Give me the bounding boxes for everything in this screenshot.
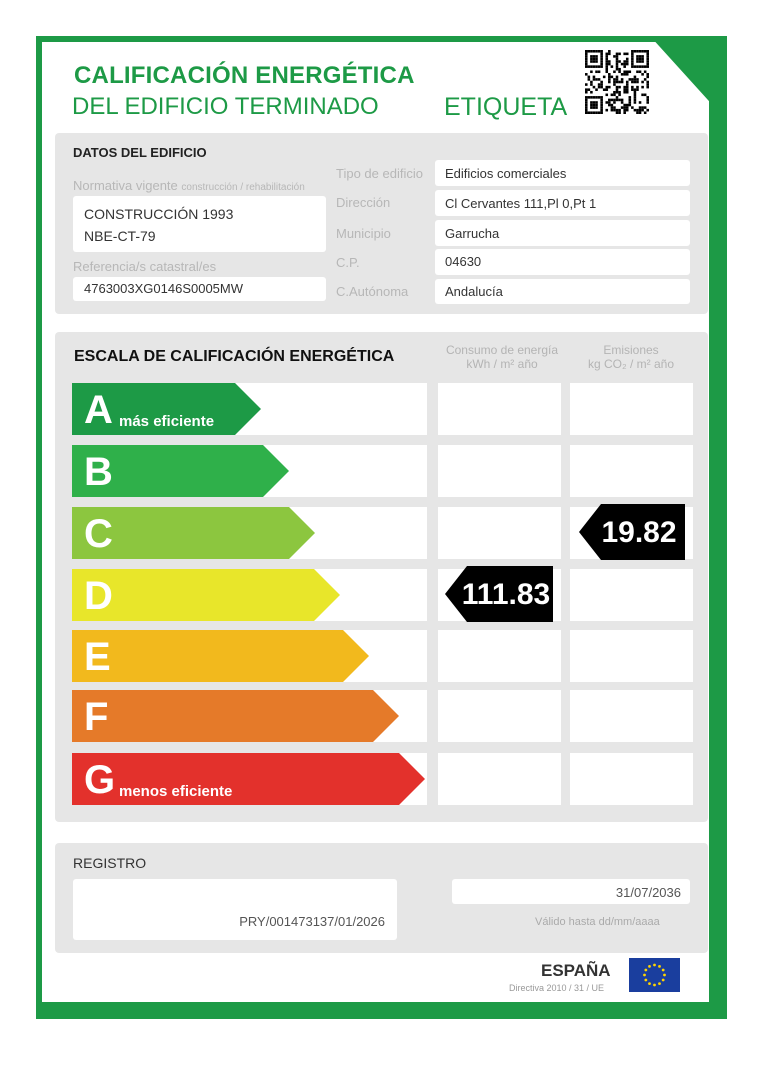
normativa-sublabel: construcción / rehabilitación <box>181 182 305 193</box>
valid-date-label: Válido hasta dd/mm/aaaa <box>535 916 660 928</box>
field-value-municipio: Garrucha <box>445 226 500 241</box>
emisiones-header-line-1: Emisiones <box>603 343 659 357</box>
title-etiqueta: ETIQUETA <box>444 93 568 121</box>
valid-date: 31/07/2036 <box>615 885 681 900</box>
valid-date-box <box>452 879 690 904</box>
emisiones-cell-f <box>570 690 693 742</box>
rating-letter-e: E <box>84 635 111 679</box>
rating-note-g: menos eficiente <box>119 783 233 800</box>
rating-letter-d: D <box>84 574 113 618</box>
rating-arrow-d <box>72 569 432 621</box>
rating-arrow-e <box>72 630 432 682</box>
title-line-2: DEL EDIFICIO TERMINADO <box>72 93 379 120</box>
country-label: ESPAÑA <box>541 961 611 980</box>
consumo-cell-c <box>438 507 561 559</box>
building-data-title: DATOS DEL EDIFICIO <box>73 145 207 160</box>
field-value-cp: 04630 <box>445 254 482 269</box>
qr-code-icon <box>585 50 649 114</box>
consumo-cell-b <box>438 445 561 497</box>
title-line-1: CALIFICACIÓN ENERGÉTICA <box>74 62 415 89</box>
referencia-box <box>73 277 326 301</box>
directive-label: Directiva 2010 / 31 / UE <box>509 983 605 993</box>
emisiones-value: 19.82 <box>601 516 677 549</box>
consumo-cell-e <box>438 630 561 682</box>
emisiones-cell-d <box>570 569 693 621</box>
rating-letter-f: F <box>84 695 109 739</box>
consumo-cell-f <box>438 690 561 742</box>
field-box-municipio <box>435 220 690 246</box>
field-box-cp <box>435 249 690 275</box>
eu-flag-icon <box>629 958 680 992</box>
registro-number: PRY/001473137/01/2026 <box>239 914 385 929</box>
corner-fold <box>650 36 727 121</box>
referencia-label: Referencia/s catastral/es <box>73 259 217 274</box>
normativa-box <box>73 196 326 252</box>
consumo-header <box>437 343 567 371</box>
normativa-line-2: NBE-CT-79 <box>84 228 156 244</box>
registro-number-box <box>73 879 397 940</box>
field-box-autonoma <box>435 279 690 304</box>
emisiones-header-line-2: kg CO₂ / m² año <box>587 357 674 371</box>
scale-title: ESCALA DE CALIFICACIÓN ENERGÉTICA <box>74 348 395 365</box>
consumo-cell-a <box>438 383 561 435</box>
rating-arrow-f <box>72 690 432 742</box>
emisiones-cell-a <box>570 383 693 435</box>
consumo-header-line-2: kWh / m² año <box>466 357 538 371</box>
rating-arrow-c <box>72 507 432 559</box>
field-label-autonoma: C.Autónoma <box>336 284 409 299</box>
emisiones-cell-e <box>570 630 693 682</box>
referencia-value: 4763003XG0146S0005MW <box>84 281 244 296</box>
consumo-value: 111.83 <box>461 578 551 611</box>
consumo-header-line-1: Consumo de energía <box>445 343 559 357</box>
rating-note-a: más eficiente <box>119 413 215 430</box>
field-value-autonoma: Andalucía <box>445 284 503 299</box>
rating-letter-b: B <box>84 450 113 494</box>
rating-letter-g: G <box>84 758 116 802</box>
normativa-line-1: CONSTRUCCIÓN 1993 <box>84 206 234 222</box>
field-label-municipio: Municipio <box>336 226 391 241</box>
field-label-tipo: Tipo de edificio <box>336 166 423 181</box>
rating-arrow-b <box>72 445 432 497</box>
field-value-tipo: Edificios comerciales <box>445 166 567 181</box>
field-box-tipo <box>435 160 690 186</box>
rating-letter-c: C <box>84 512 113 556</box>
registro-title: REGISTRO <box>73 855 147 871</box>
field-label-cp: C.P. <box>336 255 360 270</box>
normativa-label: Normativa vigente construcción / rehabilitación <box>73 178 305 193</box>
emisiones-header <box>567 343 695 371</box>
emisiones-cell-b <box>570 445 693 497</box>
emisiones-cell-g <box>570 753 693 805</box>
rating-letter-a: A <box>84 388 113 432</box>
consumo-cell-g <box>438 753 561 805</box>
field-box-direccion <box>435 190 690 216</box>
field-label-direccion: Dirección <box>336 195 391 210</box>
field-value-direccion: Cl Cervantes 111,Pl 0,Pt 1 <box>445 196 597 211</box>
